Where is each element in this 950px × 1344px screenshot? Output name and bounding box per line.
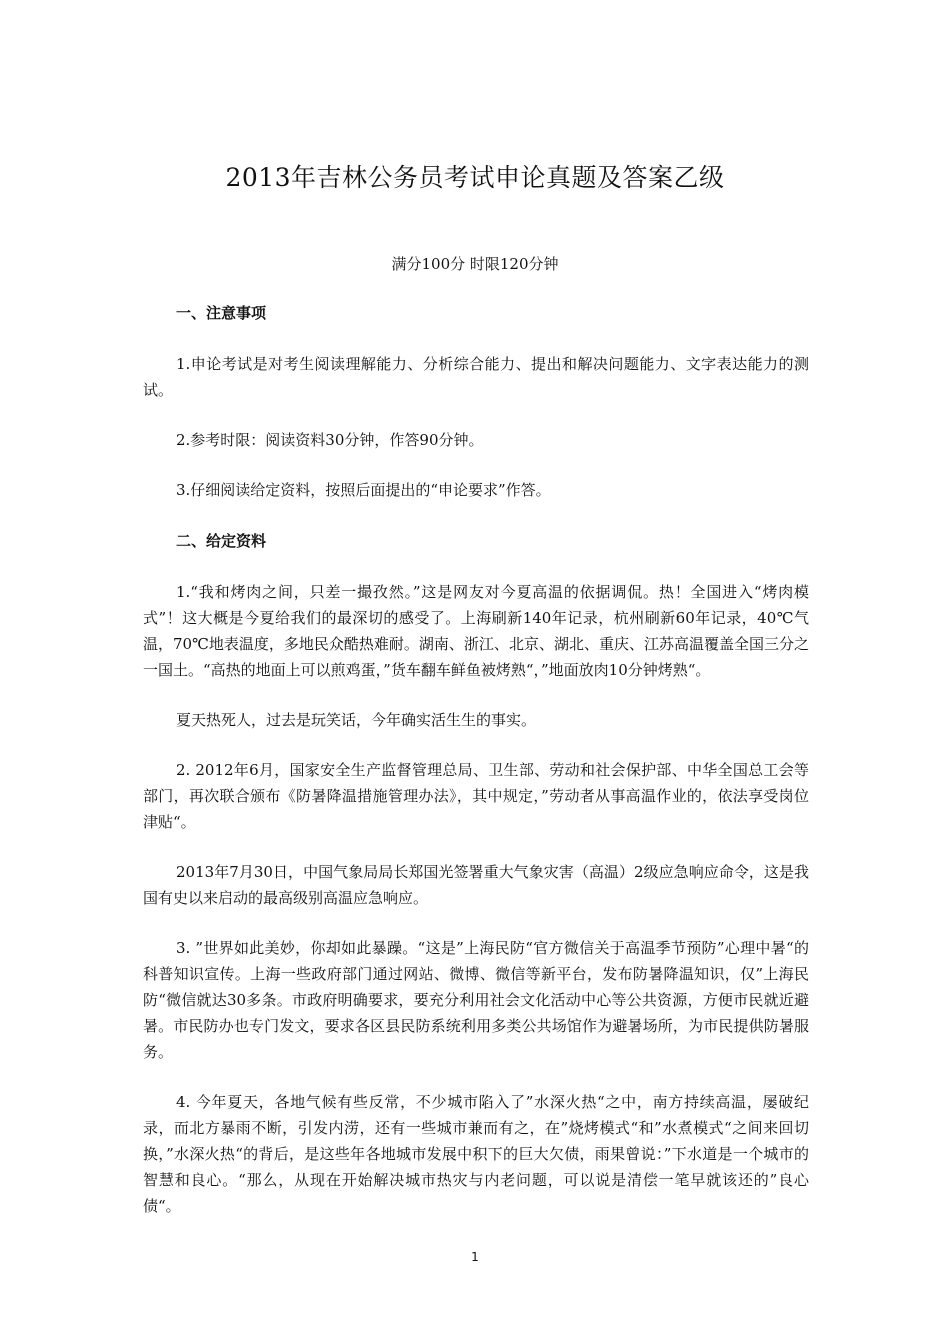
paragraph: 4. 今年夏天，各地气候有些反常，不少城市陷入了”水深火热“之中，南方持续高温，屡破纪录，而北方暴雨不断，引发内涝，还有一些城市兼而有之，在”烧烤模式“和”水煮模式“之间来回切换，”水深火热“的背后，是这些年各地城市发展中积下的巨大欠债，雨果曾说：”下水道是一个城市的智慧和良心。“那么，从现在开始解决城市热灾与内老问题，可以说是清偿一笔早就该还的”良心债“。 <box>143 1093 809 1215</box>
document-body <box>143 300 809 1219</box>
document-title: 2013年吉林公务员考试申论真题及答案乙级 <box>225 163 725 192</box>
page-number: 1 <box>471 1250 479 1264</box>
paragraph: 2.参考时限：阅读资料30分钟，作答90分钟。 <box>176 431 484 449</box>
document-subtitle: 满分100分 时限120分钟 <box>391 255 559 273</box>
paragraph: 2. 2012年6月，国家安全生产监督管理总局、卫生部、劳动和社会保护部、中华全国总工会等部门，再次联合颁布《防暑降温措施管理办法》，其中规定，”劳动者从事高温作业的，依法享受岗位津贴“。 <box>143 761 809 831</box>
paragraph: 1.“我和烤肉之间，只差一撮孜然。”这是网友对今夏高温的依据调侃。热！全国进入“烤肉模式”！这大概是今夏给我们的最深切的感受了。上海刷新140年记录，杭州刷新60年记录，40℃气温，70℃地表温度，多地民众酷热难耐。湖南、浙江、北京、湖北、重庆、江苏高温覆盖全国三分之一国土。“高热的地面上可以煎鸡蛋，”货车翻车鲜鱼被烤熟“，”地面放肉10分钟烤熟“。 <box>143 583 809 679</box>
paragraph: 2013年7月30日，中国气象局局长郑国光签署重大气象灾害（高温）2级应急响应命令，这是我国有史以来启动的最高级别高温应急响应。 <box>143 863 809 907</box>
section-heading-materials: 二、给定资料 <box>176 532 267 550</box>
paragraph: 3. ”世界如此美妙，你却如此暴躁。“这是”上海民防“官方微信关于高温季节预防”心理中暑“的科普知识宣传。上海一些政府部门通过网站、微博、微信等新平台，发布防暑降温知识，仅”上海民防“微信就达30多条。市政府明确要求，要充分利用社会文化活动中心等公共资源，方便市民就近避暑。市民防办也专门发文，要求各区县民防系统利用多类公共场馆作为避暑场所，为市民提供防暑服务。 <box>143 939 809 1061</box>
section-heading-notes: 一、注意事项 <box>176 304 267 322</box>
paragraph: 3.仔细阅读给定资料，按照后面提出的“申论要求”作答。 <box>176 481 551 499</box>
paragraph: 夏天热死人，过去是玩笑话，今年确实活生生的事实。 <box>176 711 537 729</box>
paragraph: 1.申论考试是对考生阅读理解能力、分析综合能力、提出和解决问题能力、文字表达能力的测试。 <box>143 355 809 399</box>
